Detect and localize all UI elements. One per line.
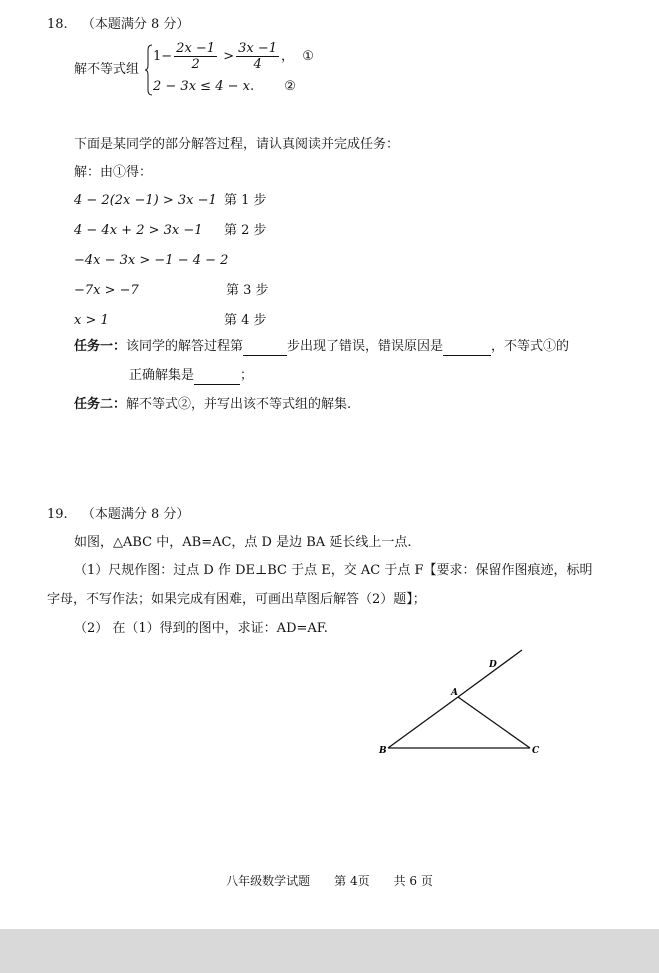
- step-4-expr: x > 1: [74, 313, 109, 328]
- q18-number: 18.: [47, 17, 68, 32]
- q19-part-1-line-2: 字母，不写作法；如果完成有困难，可画出草图后解答（2）题】；: [47, 592, 426, 607]
- label-b: B: [379, 746, 387, 756]
- ineq1-frac2-den: 4: [253, 57, 262, 72]
- q18-score: （本题满分 8 分）: [81, 17, 190, 32]
- task-1-title: 任务一：: [74, 339, 127, 354]
- ineq1-fraction-right: [236, 41, 279, 72]
- ineq1-marker: ①: [302, 49, 314, 64]
- step-3-label: 第 3 步: [226, 283, 269, 298]
- ineq1-fraction-left: [174, 41, 217, 72]
- step-1-expr: 4 − 2(2x −1) > 3x −1: [74, 193, 217, 208]
- triangle-figure: [370, 640, 540, 765]
- inequality-2: [153, 79, 296, 95]
- step-3-expr: −7x > −7: [74, 283, 139, 298]
- page-footer: 八年级数学试题 第 4页 共 6 页: [226, 874, 433, 888]
- ineq1-frac2-num: 3x −1: [238, 41, 278, 56]
- label-c: C: [532, 746, 540, 756]
- q19-header: [47, 507, 189, 523]
- label-a: A: [451, 688, 458, 698]
- ineq1-gt: >: [223, 49, 235, 64]
- task-2-line: [74, 397, 351, 413]
- step-transpose-expr: −4x − 3x > −1 − 4 − 2: [74, 253, 229, 268]
- step-4-label: 第 4 步: [224, 313, 267, 328]
- step-2-label: 第 2 步: [224, 223, 267, 238]
- q18-header: [47, 17, 189, 33]
- task-1-text-c: ，不等式①的: [491, 339, 570, 354]
- task-1-text-a: 该同学的解答过程第: [126, 339, 244, 354]
- label-d: D: [489, 660, 497, 670]
- step-1-label: 第 1 步: [224, 193, 267, 208]
- q19-number: 19.: [47, 507, 68, 522]
- q19-stem: 如图，△ABC 中，AB=AC，点 D 是边 BA 延长线上一点.: [74, 535, 412, 550]
- ineq2-marker: ②: [284, 79, 296, 94]
- ineq1-frac1-den: 2: [191, 57, 200, 72]
- q19-part-2: （2） 在（1）得到的图中，求证：AD=AF.: [74, 621, 328, 636]
- answer-blank-reason[interactable]: [443, 339, 491, 356]
- system-brace: [145, 44, 153, 96]
- task-1-line-2: [129, 368, 253, 385]
- q19-part-1-line-1: （1）尺规作图：过点 D 作 DE⊥BC 于点 E，交 AC 于点 F【要求：保留作图痕迹，标明: [74, 563, 593, 578]
- segment-ab: [388, 697, 458, 748]
- task-1-text-d: 正确解集是: [129, 368, 195, 383]
- task-1-text-b: 步出现了错误，错误原因是: [287, 339, 444, 354]
- answer-blank-step[interactable]: [243, 339, 287, 356]
- viewer-bottom-bar: [0, 929, 659, 973]
- task-1-line-1: [74, 339, 569, 356]
- step-2-expr: 4 − 4x + 2 > 3x −1: [74, 223, 203, 238]
- ray-ad-extension: [458, 650, 522, 697]
- q18-intro: 下面是某同学的部分解答过程，请认真阅读并完成任务：: [74, 137, 400, 152]
- task-2-title: 任务二：: [74, 397, 127, 412]
- ineq1-comma: ，: [281, 49, 295, 64]
- answer-blank-solution-set[interactable]: [194, 368, 240, 385]
- inequality-1: [153, 41, 314, 73]
- task-2-text: 解不等式②，并写出该不等式组的解集.: [126, 397, 352, 412]
- segment-ac: [458, 697, 530, 748]
- q19-score: （本题满分 8 分）: [81, 507, 190, 522]
- task-1-text-e: ；: [240, 368, 254, 383]
- q18-solve-prefix: 解不等式组: [74, 62, 140, 77]
- ineq1-one-minus: 1−: [153, 49, 173, 64]
- q18-solution-start: 解：由①得：: [74, 165, 153, 180]
- ineq2-text: 2 − 3x ≤ 4 − x.: [153, 79, 255, 94]
- ineq1-frac1-num: 2x −1: [176, 41, 216, 56]
